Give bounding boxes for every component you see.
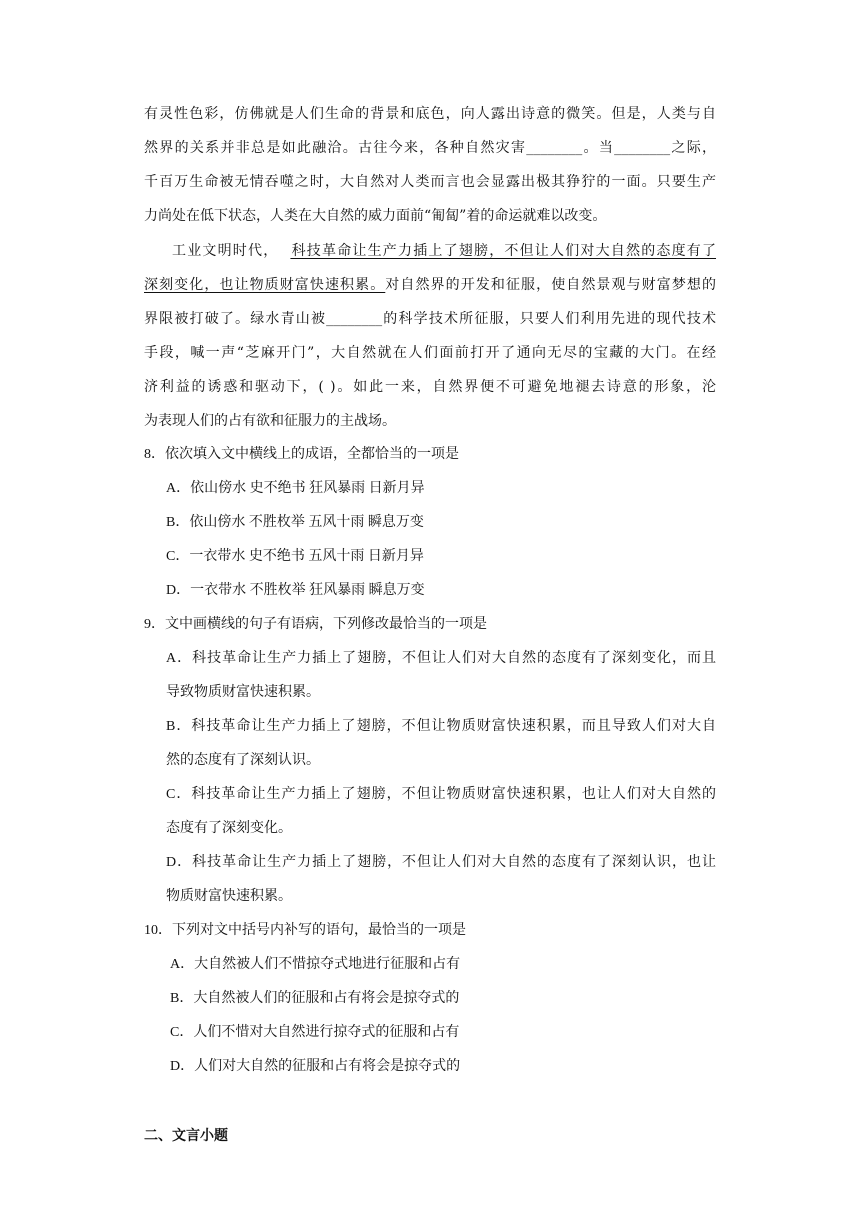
underlined-sentence: 科技革命让生产力插上了翅膀，不但让人们对大自然的态度有了 [290,243,717,259]
answer-option: B．依山傍水 不胜枚举 五风十雨 瞬息万变 [166,515,424,530]
answer-option-continuation: 物质财富快速积累。 [166,889,292,904]
passage-line: 有灵性色彩，仿佛就是人们生命的背景和底色，向人露出诗意的微笑。但是，人类与自 [144,106,716,122]
answer-option: C．科技革命让生产力插上了翅膀，不但让物质财富快速积累，也让人们对大自然的 [166,787,716,802]
answer-option-continuation: 态度有了深刻变化。 [166,821,292,836]
answer-option: D．科技革命让生产力插上了翅膀，不但让人们对大自然的态度有了深刻认识，也让 [166,855,716,870]
passage-line: 力尚处在低下状态，人类在大自然的威力面前“匍匐”着的命运就难以改变。 [144,208,607,224]
answer-option: D．人们对大自然的征服和占有将会是掠夺式的 [170,1059,461,1074]
answer-option: C．一衣带水 史不绝书 五风十雨 日新月异 [166,549,424,564]
question-stem: 8．依次填入文中横线上的成语，全都恰当的一项是 [144,447,459,462]
answer-option-continuation: 导致物质财富快速积累。 [166,685,320,700]
answer-option: A．科技革命让生产力插上了翅膀，不但让人们对大自然的态度有了深刻变化，而且 [166,651,716,666]
question-stem: 9．文中画横线的句子有语病，下列修改最恰当的一项是 [144,617,487,632]
answer-option: B．科技革命让生产力插上了翅膀，不但让物质财富快速积累，而且导致人们对大自 [166,719,716,734]
passage-line: 济利益的诱惑和驱动下，( )。如此一来，自然界便不可避免地褪去诗意的形象，沦 [144,379,716,395]
answer-option-continuation: 然的态度有了深刻认识。 [166,753,320,768]
answer-option: A．依山傍水 史不绝书 狂风暴雨 日新月异 [166,481,425,496]
passage-line: 手段，喊一声“芝麻开门”，大自然就在人们面前打开了通向无尽的宝藏的大门。在经 [144,345,716,361]
section-heading: 二、文言小题 [144,1128,228,1144]
passage-line: 为表现人们的占有欲和征服力的主战场。 [144,413,396,429]
answer-option: A．大自然被人们不惜掠夺式地进行征服和占有 [170,957,461,972]
passage-line [144,275,716,295]
question-stem: 10．下列对文中括号内补写的语句，最恰当的一项是 [144,923,466,938]
underlined-sentence: 深刻变化，也让物质财富快速积累。 [144,277,386,293]
passage-line [172,241,716,261]
passage-line: 然界的关系并非总是如此融洽。古往今来，各种自然灾害________。当________之际， [144,140,716,156]
passage-text: 工业文明时代， [172,243,279,259]
answer-option: C．人们不惜对大自然进行掠夺式的征服和占有 [170,1025,460,1040]
answer-option: D．一衣带水 不胜枚举 狂风暴雨 瞬息万变 [166,583,425,598]
passage-text: 对自然界的开发和征服，使自然景观与财富梦想的 [385,277,716,293]
passage-line: 千百万生命被无情吞噬之时，大自然对人类而言也会显露出极其狰狞的一面。只要生产 [144,174,716,190]
answer-option: B．大自然被人们的征服和占有将会是掠夺式的 [170,991,460,1006]
passage-line: 界限被打破了。绿水青山被________的科学技术所征服，只要人们利用先进的现代技术 [144,311,716,327]
